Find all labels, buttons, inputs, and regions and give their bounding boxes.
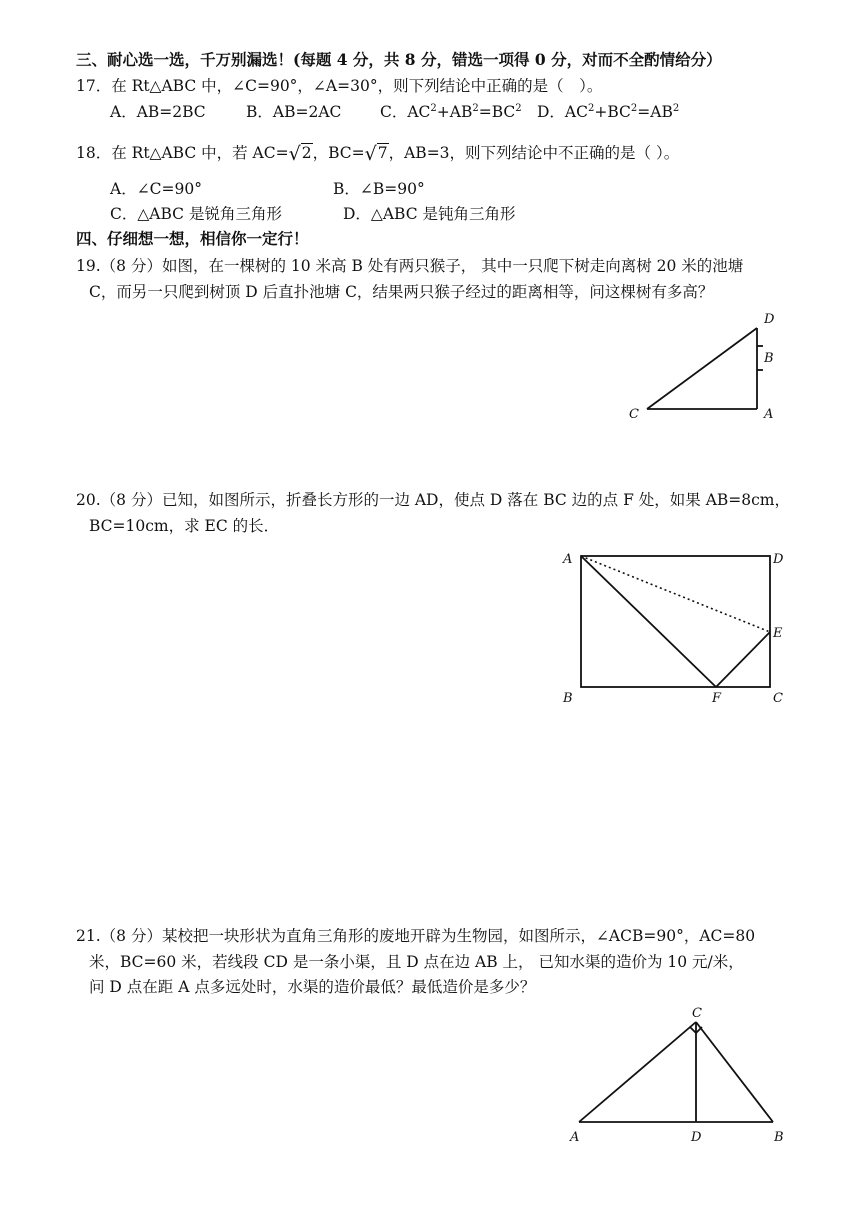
q18-option-b: B．∠B=90°	[333, 180, 425, 198]
q19-label-b: B	[764, 351, 774, 366]
q18-option-c: C．△ABC 是锐角三角形	[110, 205, 282, 223]
q18-stem: 18．在 Rt△ABC 中，若 AC=√2，BC=√7，AB=3，则下列结论中不正确的是（ ）。	[76, 143, 680, 165]
q21-label-a: A	[570, 1130, 580, 1145]
q19-label-a: A	[764, 407, 774, 422]
q17-option-c: C．$AC^2+AB^2=BC^2$	[380, 103, 522, 121]
q21-line-2: 米，BC=60 米，若线段 CD 是一条小渠，且 D 点在边 AB 上， 已知水渠的造价为 10 元/米，	[89, 953, 744, 971]
q20-label-a: A	[563, 552, 573, 567]
q20-label-b: B	[563, 691, 573, 706]
q17-option-b: B．AB=2AC	[246, 103, 342, 121]
q17-option-d: D．$AC^2+BC^2=AB^2$	[537, 103, 680, 121]
q20-label-c: C	[773, 691, 783, 706]
q19-line-1: 19.（8 分）如图，在一棵树的 10 米高 B 处有两只猴子， 其中一只爬下树走向离树 20 米的池塘	[76, 257, 744, 275]
q20-line-1: 20.（8 分）已知，如图所示，折叠长方形的一边 AD，使点 D 落在 BC 边的点 F 处，如果 AB=8cm，	[76, 491, 791, 509]
q20-line-2: BC=10cm，求 EC 的长．	[89, 517, 280, 535]
sqrt-2: √2	[288, 143, 312, 165]
q18-option-d: D．△ABC 是钝角三角形	[343, 205, 516, 223]
q17-stem: 17．在 Rt△ABC 中，∠C=90°，∠A=30°，则下列结论中正确的是（ ）。	[76, 77, 603, 95]
section-4-heading: 四、仔细想一想，相信你一定行！	[76, 229, 309, 248]
q20-label-e: E	[773, 626, 783, 641]
sqrt-7: √7	[364, 143, 388, 165]
q18-option-a: A．∠C=90°	[110, 180, 203, 198]
q19-label-d: D	[764, 312, 775, 327]
q21-label-b: B	[774, 1130, 784, 1145]
q19-line-2: C，而另一只爬到树顶 D 后直扑池塘 C，结果两只猴子经过的距离相等，问这棵树有多高？	[89, 283, 714, 301]
q20-label-d: D	[773, 552, 784, 567]
q21-line-3: 问 D 点在距 A 点多远处时，水渠的造价最低？最低造价是多少？	[89, 978, 536, 996]
q20-label-f: F	[712, 691, 722, 706]
q21-label-c: C	[692, 1006, 702, 1021]
q21-line-1: 21.（8 分）某校把一块形状为直角三角形的废地开辟为生物园，如图所示，∠ACB=90°，AC=80	[76, 927, 756, 945]
q19-label-c: C	[629, 407, 639, 422]
q21-label-d: D	[691, 1130, 702, 1145]
section-3-heading: 三、耐心选一选，千万别漏选！(每题 4 分，共 8 分，错选一项得 0 分，对而不全酌情给分）	[76, 50, 722, 69]
q17-option-a: A．AB=2BC	[110, 103, 206, 121]
